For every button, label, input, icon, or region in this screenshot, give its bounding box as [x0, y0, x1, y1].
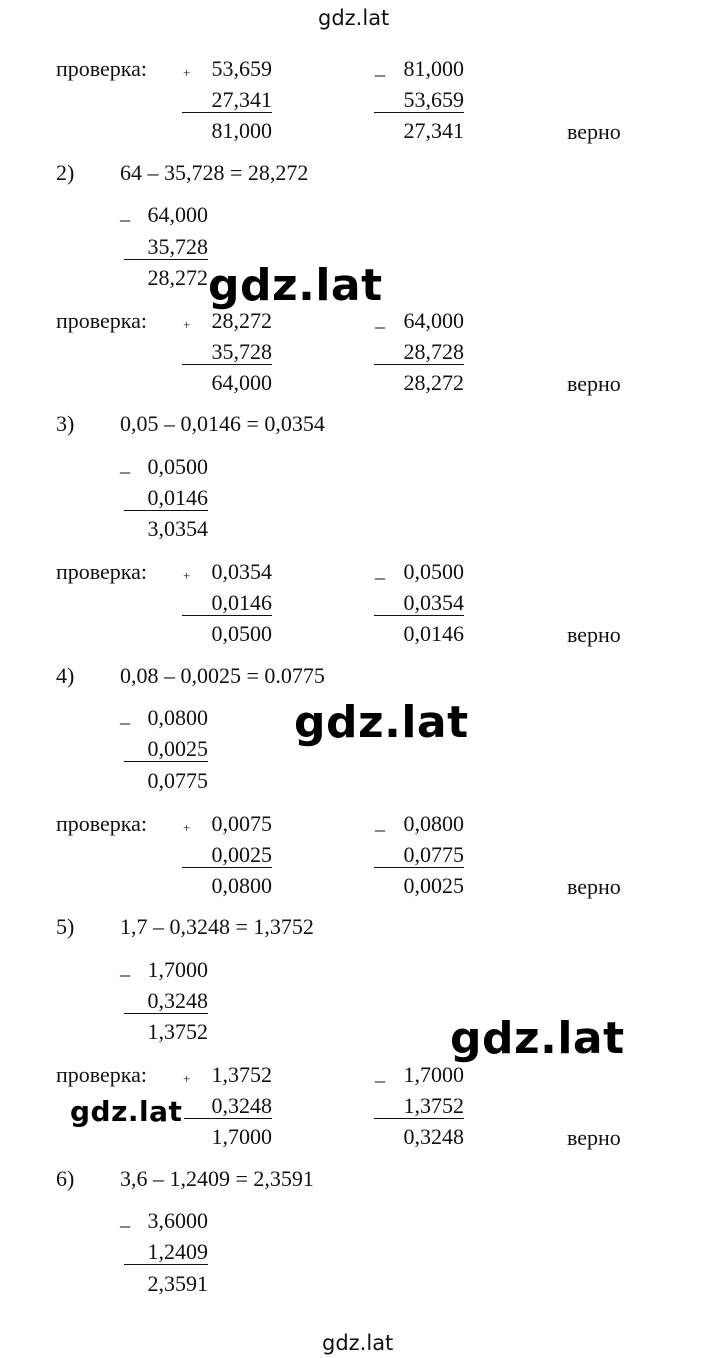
- column-subtrahend: 0,3248: [124, 990, 208, 1014]
- site-footer: gdz.lat: [322, 1331, 394, 1355]
- plus-sign: +: [183, 1071, 191, 1086]
- sub-result: 27,341: [403, 118, 464, 143]
- minus-sign: _: [375, 812, 385, 834]
- sub-result: 28,272: [403, 370, 464, 395]
- column-minuend: 3,6000: [147, 1208, 208, 1233]
- correct-label: верно: [567, 874, 621, 899]
- plus-sign: +: [183, 820, 191, 835]
- add-operand-2: 0,0025: [182, 844, 272, 868]
- task-equation: 3,6 – 1,2409 = 2,3591: [120, 1166, 314, 1191]
- sub-operand-1: 0,0500: [403, 559, 464, 584]
- add-result: 0,0500: [211, 621, 272, 646]
- minus-sign: _: [375, 560, 385, 582]
- minus-sign: _: [120, 957, 130, 979]
- sub-result: 0,0025: [403, 873, 464, 898]
- task-number: 4): [56, 663, 75, 688]
- watermark: gdz.lat: [294, 697, 469, 748]
- add-operand-2: 0,0146: [182, 592, 272, 616]
- sub-result: 0,0146: [403, 621, 464, 646]
- add-result: 64,000: [211, 370, 272, 395]
- column-minuend: 1,7000: [147, 957, 208, 982]
- add-operand-1: 0,0075: [211, 811, 272, 836]
- check-label: проверка:: [56, 811, 148, 836]
- task-equation: 1,7 – 0,3248 = 1,3752: [120, 914, 314, 939]
- sub-operand-2: 28,728: [374, 341, 464, 365]
- check-label: проверка:: [56, 1062, 148, 1087]
- correct-label: верно: [567, 119, 621, 144]
- watermark: gdz.lat: [70, 1095, 183, 1128]
- add-operand-1: 1,3752: [211, 1062, 272, 1087]
- minus-sign: _: [120, 1208, 130, 1230]
- add-operand-1: 0,0354: [211, 559, 272, 584]
- task-equation: 64 – 35,728 = 28,272: [120, 160, 309, 185]
- column-result: 0,0775: [147, 768, 208, 793]
- check-label: проверка:: [56, 56, 148, 81]
- site-header: gdz.lat: [318, 6, 390, 30]
- minus-sign: _: [375, 57, 385, 79]
- add-operand-1: 28,272: [211, 308, 272, 333]
- column-minuend: 0,0500: [147, 454, 208, 479]
- add-operand-2: 0,3248: [182, 1095, 272, 1119]
- column-subtrahend: 35,728: [124, 236, 208, 260]
- sub-result: 0,3248: [403, 1124, 464, 1149]
- minus-sign: _: [375, 309, 385, 331]
- correct-label: верно: [567, 1125, 621, 1150]
- minus-sign: _: [375, 1063, 385, 1085]
- task-number: 3): [56, 411, 75, 436]
- check-label: проверка:: [56, 559, 148, 584]
- sub-operand-2: 0,0775: [374, 844, 464, 868]
- column-minuend: 64,000: [147, 202, 208, 227]
- column-result: 3,0354: [147, 516, 208, 541]
- task-equation: 0,08 – 0,0025 = 0.0775: [120, 663, 325, 688]
- task-number: 5): [56, 914, 75, 939]
- sub-operand-1: 1,7000: [403, 1062, 464, 1087]
- plus-sign: +: [183, 65, 191, 80]
- column-subtrahend: 0,0025: [124, 738, 208, 762]
- watermark: gdz.lat: [208, 260, 383, 311]
- add-result: 0,0800: [211, 873, 272, 898]
- sub-operand-2: 1,3752: [374, 1095, 464, 1119]
- add-operand-1: 53,659: [211, 56, 272, 81]
- plus-sign: +: [183, 568, 191, 583]
- add-result: 81,000: [211, 118, 272, 143]
- minus-sign: _: [120, 454, 130, 476]
- sub-operand-2: 53,659: [374, 89, 464, 113]
- correct-label: верно: [567, 622, 621, 647]
- column-minuend: 0,0800: [147, 705, 208, 730]
- minus-sign: _: [120, 705, 130, 727]
- plus-sign: +: [183, 317, 191, 332]
- sub-operand-2: 0,0354: [374, 592, 464, 616]
- column-subtrahend: 1,2409: [124, 1241, 208, 1265]
- check-label: проверка:: [56, 308, 148, 333]
- sub-operand-1: 81,000: [403, 56, 464, 81]
- task-number: 6): [56, 1166, 75, 1191]
- watermark: gdz.lat: [450, 1013, 625, 1064]
- task-equation: 0,05 – 0,0146 = 0,0354: [120, 411, 325, 436]
- task-number: 2): [56, 160, 75, 185]
- minus-sign: _: [120, 202, 130, 224]
- column-result: 2,3591: [147, 1271, 208, 1296]
- column-subtrahend: 0,0146: [124, 487, 208, 511]
- add-operand-2: 35,728: [182, 341, 272, 365]
- add-operand-2: 27,341: [182, 89, 272, 113]
- column-result: 28,272: [147, 265, 208, 290]
- column-result: 1,3752: [147, 1019, 208, 1044]
- add-result: 1,7000: [211, 1124, 272, 1149]
- sub-operand-1: 0,0800: [403, 811, 464, 836]
- correct-label: верно: [567, 371, 621, 396]
- sub-operand-1: 64,000: [403, 308, 464, 333]
